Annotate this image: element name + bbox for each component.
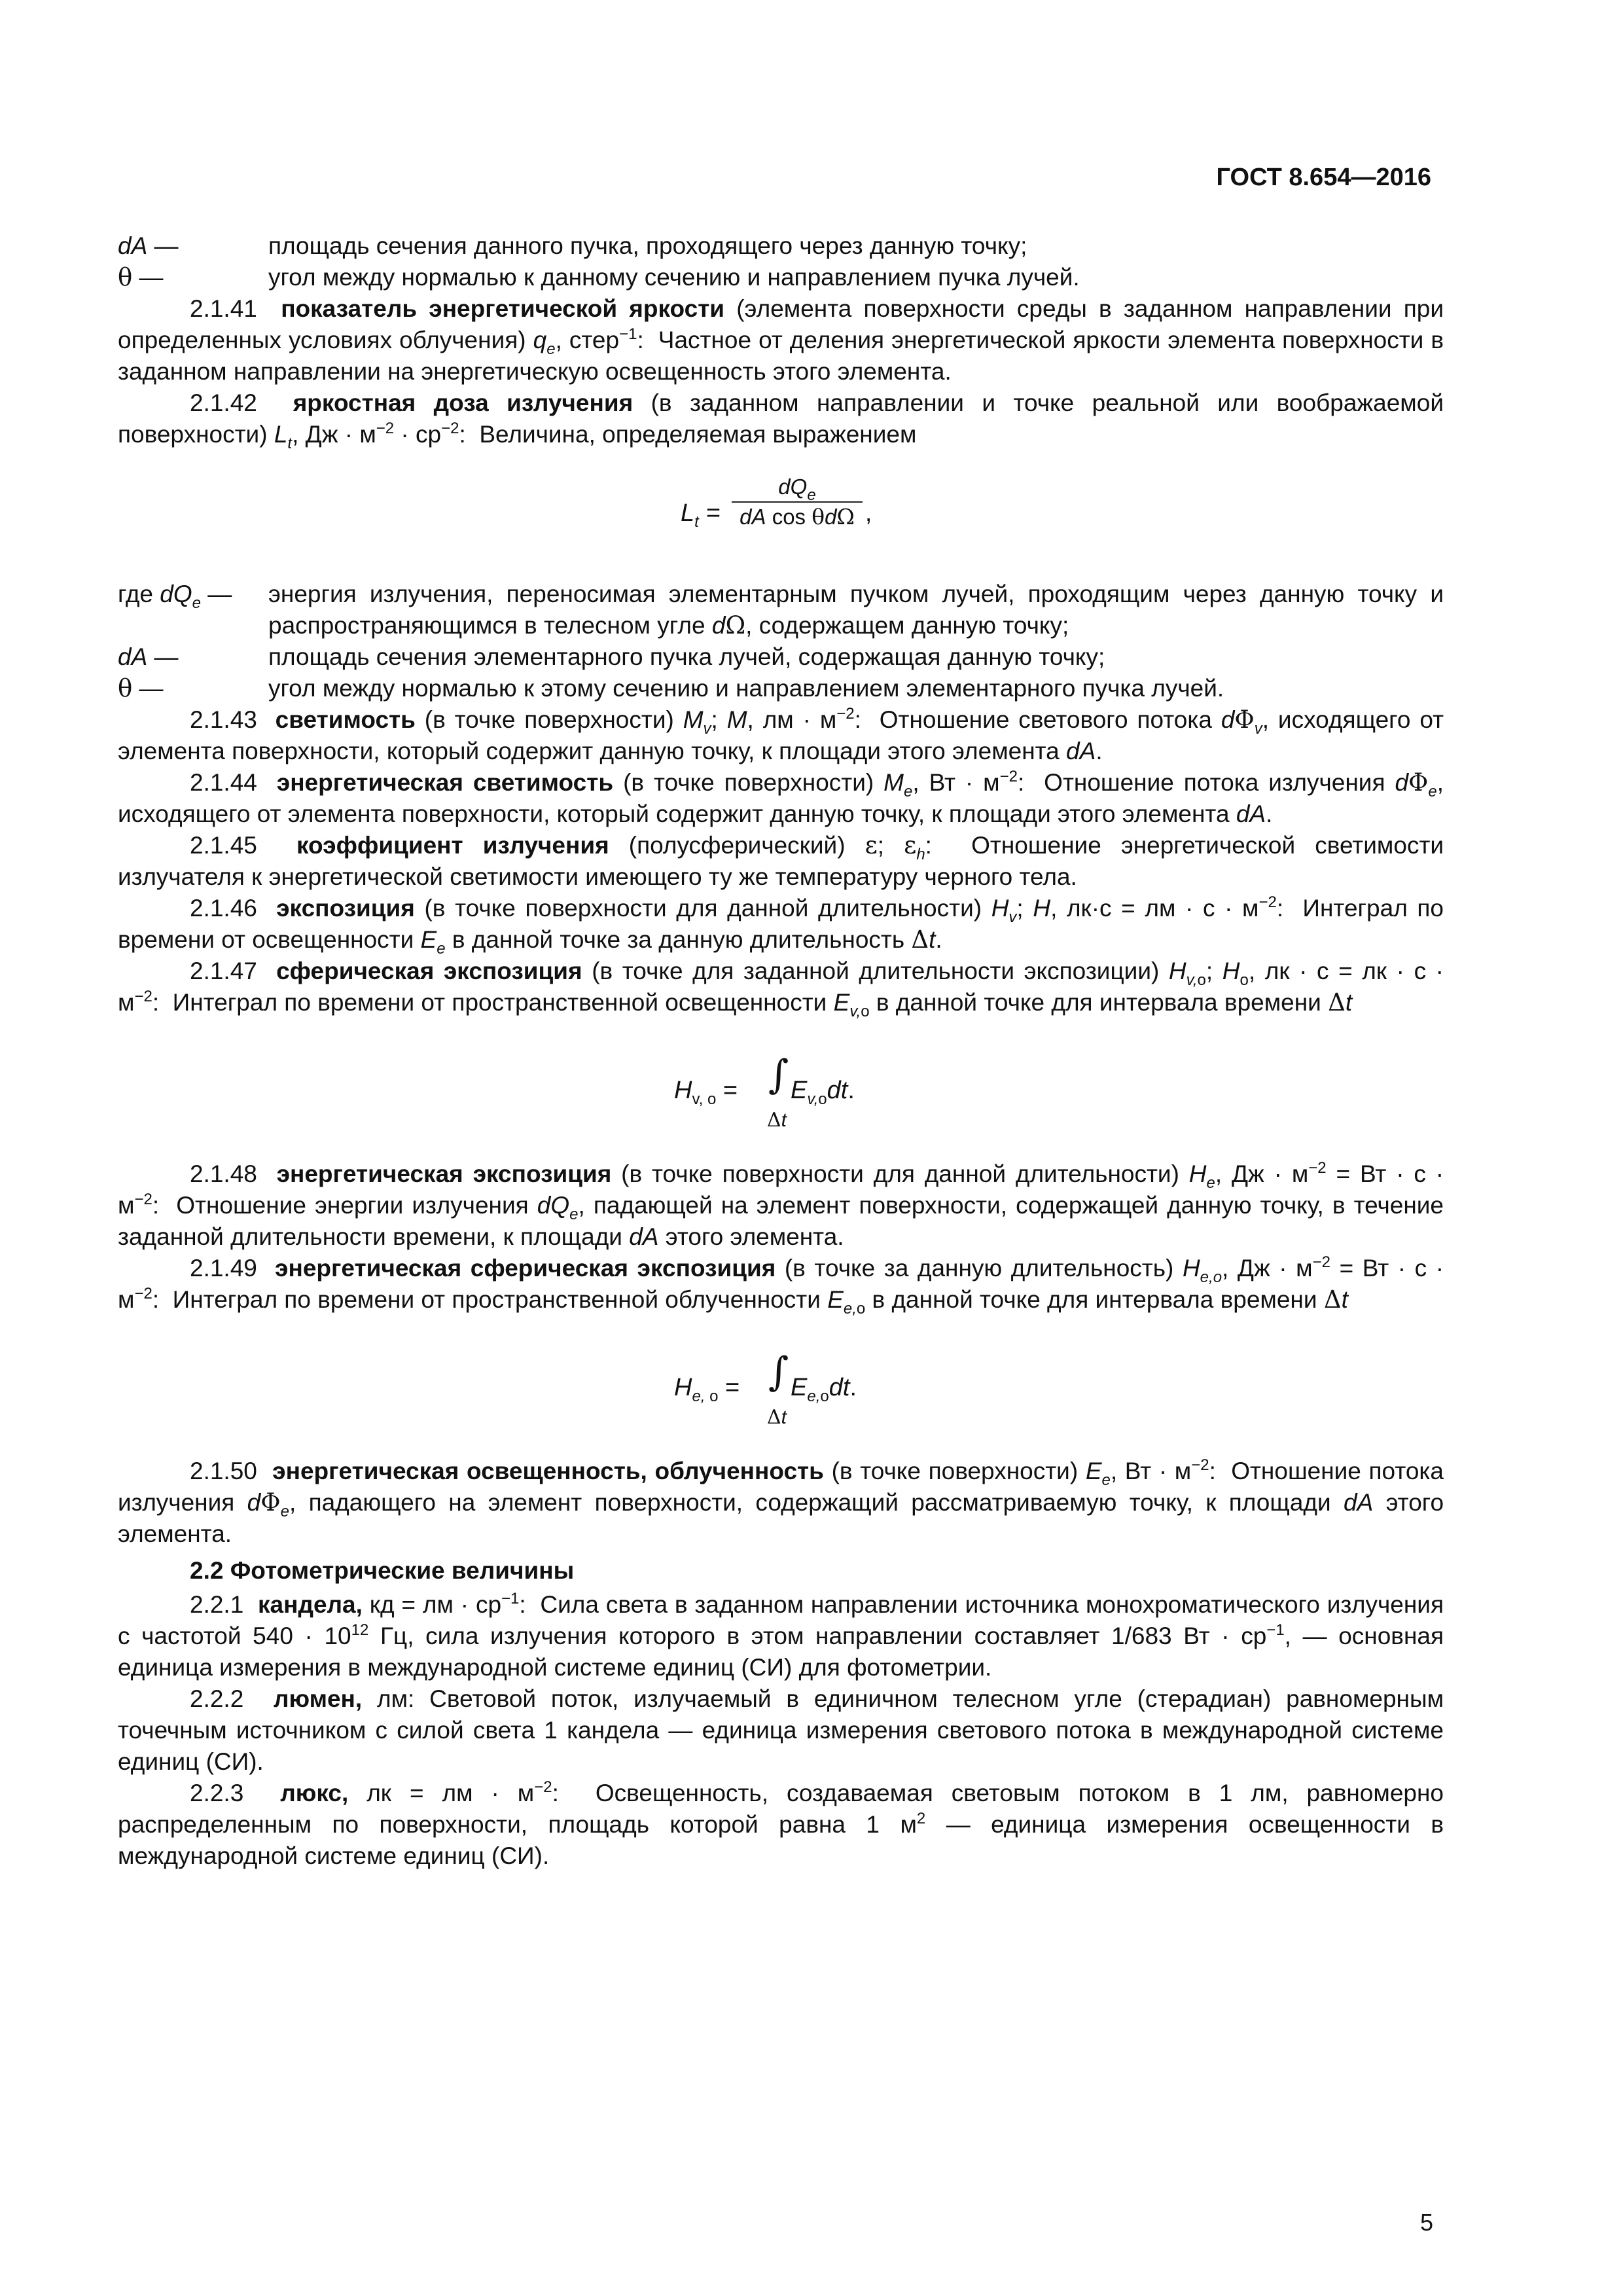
- clause-2-1-42: 2.1.42 яркостная доза излучения (в заданном направлении и точке реальной или воображаемой поверхности) $L_t$, Дж · $м^{-2} \cdot ср^{-2}$: Величина, определяемая выражением: [118, 389, 1444, 452]
- clause-2-1-47: 2.1.47 сферическая экспозиция (в точке для заданной длительности экспозиции) $H_{v,о}$; $H_о$, лк · с = лк · $с \cdot м^{-2}$: Интеграл по времени от пространственной освещенности $E_{v,о}$ в данной точке для интервала времени Δt: [118, 958, 1444, 1020]
- clause-2-1-48: 2.1.48 энергетическая экспозиция (в точке поверхности для данной длительности) $H_e$, Дж · $м^{-2}$ = Вт · $с \cdot м^{-2}$: Отношение энергии излучения $dQ_e$, падающей на элемент поверхности, содержащей данную точку, в течение заданной длительности времени, к площади dA этого элемента.: [118, 1159, 1444, 1250]
- clause-2-2-1: 2.2.1 кандела, кд = лм · $ср^{-1}$: Сила света в заданном направлении источника монохроматического излучения с частотой $540 \cdot 10^{12}$ Гц, сила излучения которого в этом направлении составляет 1/683 Вт · $ср^{-1}$, — основная единица измерения в международной системе единиц (СИ) для фотометрии.: [118, 1590, 1444, 1681]
- clause-2-1-43: 2.1.43 светимость (в точке поверхности) $M_v$; M, лм · $м^{-2}$: Отношение светового потока $d\Phi_v$, исходящего от элемента поверхности, который содержит данную точку, к площади этого элемента dA.: [118, 705, 1444, 764]
- formula-Lt: $L_t$ = $dQ_e$ dA cos θdΩ ,: [681, 475, 872, 531]
- clause-2-1-45: 2.1.45 коэффициент излучения (полусферический) ε; $\varepsilon_h$: Отношение энергетической светимости излучателя к энергетической светимости имеющего ту же температуру черного тела.: [118, 831, 1444, 890]
- clause-2-2-3: 2.2.3 люкс, лк = лм · $м^{-2}$: Освещенность, создаваемая световым потоком в 1 лм, равномерно распределенным по поверхности, площадь которой равна 1 $м^2$ — единица измерения освещенности в международной системе единиц (СИ).: [118, 1778, 1444, 1869]
- clause-2-1-41: 2.1.41 показатель энергетической яркости (элемента поверхности среды в заданном направлении при определенных условиях облучения) $q_e$, стер$^{-1}$: Частное от деления энергетической яркости элемента поверхности в заданном направлении на энергетическую освещенность этого элемента.: [118, 295, 1444, 385]
- clause-2-1-50: 2.1.50 энергетическая освещенность, облученность (в точке поверхности) $E_e$, Вт · $м^{-2}$: Отношение потока излучения $d\Phi_e$, падающего на элемент поверхности, содержащий рассматриваемую точку, к площади dA этого элемента.: [118, 1456, 1444, 1547]
- document-body: [118, 230, 1444, 1872]
- standard-header: ГОСТ 8.654—2016: [1216, 164, 1431, 191]
- clause-2-2-2: 2.2.2 люмен, лм: Световой поток, излучаемый в единичном телесном угле (стерадиан) равномерным точечным источником с силой света 1 кандела — единица измерения светового потока в международной системе единиц (СИ).: [118, 1685, 1444, 1775]
- clause-2-1-44: 2.1.44 энергетическая светимость (в точке поверхности) $M_e$, Вт · $м^{-2}$: Отношение потока излучения $d\Phi_e$, исходящего от элемента поверхности, который содержит данную точку, к площади этого элемента dA.: [118, 768, 1444, 827]
- definition-theta: θ — угол между нормалью к данному сечению и направлением пучка лучей.: [118, 263, 1080, 291]
- page-number: 5: [1419, 2209, 1433, 2236]
- where-dQe: где $dQ_e$ — энергия излучения, переносимая элементарным пучком лучей, проходящим через данную точку и распространяющимся в телесном угле dΩ, содержащем данную точку;: [118, 581, 1444, 639]
- clause-2-1-49: 2.1.49 энергетическая сферическая экспозиция (в точке за данную длительность) $H_{e,o}$, Дж · $м^{-2}$ = Вт · $с \cdot м^{-2}$: Интеграл по времени от пространственной облученности $E_{e,о}$ в данной точке для интервала времени Δt: [118, 1253, 1444, 1318]
- formula-Heo: $H_{e,}$ $_о$ = ∫ Δt $E_{e,о}dt$.: [674, 1349, 857, 1429]
- clause-2-1-46: 2.1.46 экспозиция (в точке поверхности для данной длительности) $H_v$; H, лк·с = лм · $с \cdot м^{-2}$: Интеграл по времени от освещенности $E_e$ в данной точке за данную длительность Δt.: [118, 893, 1444, 958]
- section-heading-2-2: 2.2 Фотометрические величины: [190, 1557, 575, 1584]
- where-dA: dA — площадь сечения элементарного пучка лучей, содержащая данную точку;: [118, 643, 1105, 670]
- formula-Hvo: $H_{v, о}$ = ∫ Δt $E_{v,о}dt$.: [674, 1052, 855, 1132]
- definition-dA: dA — площадь сечения данного пучка, проходящего через данную точку;: [118, 232, 1027, 259]
- where-theta: θ — угол между нормалью к этому сечению и направлением элементарного пучка лучей.: [118, 674, 1224, 702]
